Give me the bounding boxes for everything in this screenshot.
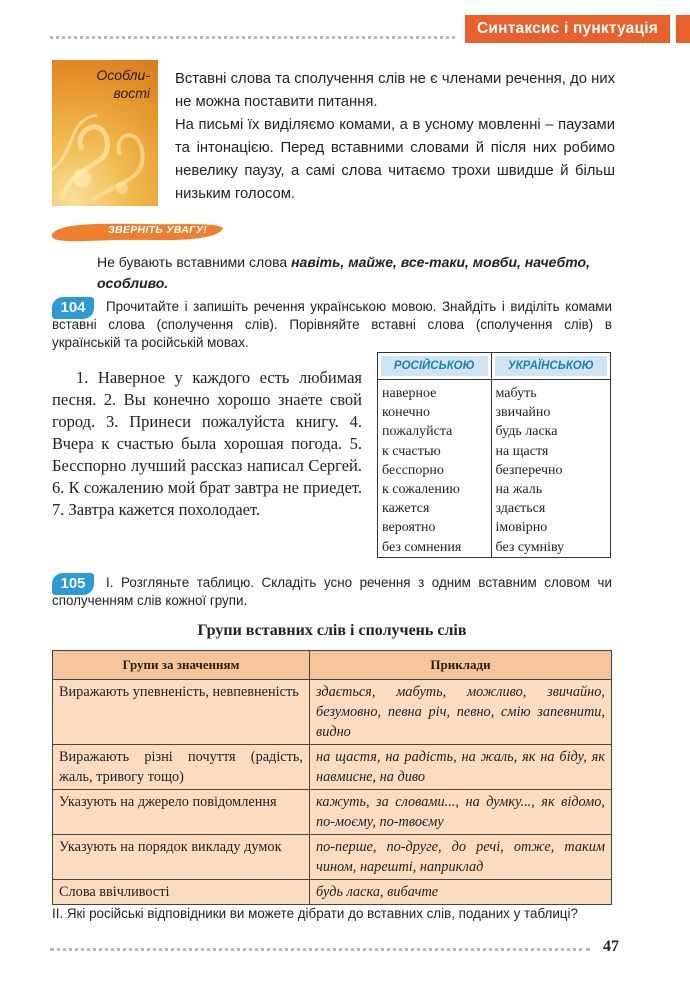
- examples-cell: на щастя, на радість, на жаль, як на біду, як навмисне, на диво: [310, 745, 612, 790]
- features-paragraph-1: Вставні слова та сполучення слів не є членами речення, до них не можна поставити питання.: [175, 71, 615, 110]
- uk-word: звичайно: [495, 405, 551, 421]
- group-cell: Указують на джерело повідомлення: [53, 790, 310, 835]
- group-cell: Виражають різні почуття (радість, жаль, тривогу тощо): [53, 745, 310, 790]
- examples-cell: по-перше, по-друге, до речі, отже, таким чином, нарешті, наприклад: [310, 835, 612, 880]
- exercise-105-instructions: I. Розгляньте таблицю. Складіть усно речення з одним вставним словом чи сполученням слів кожної групи.: [52, 575, 612, 608]
- table-row: [53, 880, 612, 905]
- translation-table: [377, 352, 611, 558]
- examples-cell: здається, мабуть, можливо, звичайно, безумовно, певна річ, певно, смію запевнити, видно: [310, 680, 612, 745]
- page-number: 47: [603, 938, 619, 955]
- groups-table-title: Групи вставних слів і сполучень слів: [197, 622, 467, 639]
- attention-banner: [50, 220, 225, 244]
- group-cell: Виражають упевненість, невпевненість: [53, 680, 310, 745]
- header-dotted-rule: [50, 36, 455, 39]
- features-paragraph-2: На письмі їх виділяємо комами, а в усному мовленні – паузами та інтонацією. Перед вставними словами й після них робимо невелику паузу, а самі слова читаємо трохи швидше й більш низьким голосом.: [175, 117, 615, 202]
- exercise-104-badge: 104: [52, 297, 94, 319]
- examples-cell: кажуть, за словами..., на думку..., як відомо, по-моєму, по-твоєму: [310, 790, 612, 835]
- ru-word: бесспорно: [382, 462, 444, 478]
- groups-table: [52, 650, 612, 905]
- features-decorative-box: [52, 60, 158, 206]
- russian-words-column: [378, 380, 492, 558]
- ru-word: пожалуйста: [382, 424, 453, 440]
- ru-word: к сожалению: [382, 482, 460, 498]
- russian-sentences-text: 1. Наверное у каждого есть любимая песня. 2. Вы конечно хорошо знаете свой город. 3. Принеси пожалуйста книгу. 4. Вчера к счастью была хорошая погода. 5. Бесспорно лучший рассказ написал Сергей. 6. К сожалению мой брат завтра не приедет. 7. Завтра кажется похолодает.: [52, 368, 362, 519]
- col-group-header: Групи за значенням: [53, 651, 310, 680]
- uk-word: безперечно: [495, 462, 563, 478]
- group-cell: Слова ввічливості: [53, 880, 310, 905]
- section-title: Синтаксис і пунктуація: [465, 15, 670, 43]
- uk-word: на жаль: [495, 482, 543, 498]
- attention-text-prefix: Не бувають вставними слова: [97, 254, 292, 270]
- uk-word: без сумніву: [495, 539, 565, 555]
- ru-word: к счастью: [382, 443, 441, 459]
- features-label-line2: вості: [113, 85, 150, 101]
- features-label: [96, 66, 150, 102]
- attention-banner-label: ЗВЕРНІТЬ УВАГУ!: [108, 224, 208, 236]
- uk-word: мабуть: [495, 386, 537, 401]
- attention-words: навіть, майже, все-таки, мовби, начебто, особливо.: [97, 254, 590, 291]
- examples-cell: будь ласка, вибачте: [310, 880, 612, 905]
- attention-text: [97, 252, 617, 294]
- col-ukrainian-header: УКРАЇНСЬКОЮ: [491, 353, 610, 380]
- features-label-line1: Особли-: [96, 67, 150, 83]
- footer-dotted-rule: [50, 948, 590, 951]
- table-row: [53, 745, 612, 790]
- table-row: [53, 835, 612, 880]
- table-row: [53, 680, 612, 745]
- ru-word: без сомнения: [382, 539, 462, 555]
- uk-word: на щастя: [495, 443, 549, 459]
- col-examples-header: Приклади: [310, 651, 612, 680]
- ru-word: наверное: [382, 386, 437, 401]
- header-tab-stub: [676, 15, 690, 43]
- exercise-104-instructions: Прочитайте і запишіть речення українською мовою. Знайдіть і виділіть комами вставні слова (сполучення слів). Порівняйте вставні слова (сполучення слів) в українській та російській мовах.: [52, 299, 612, 350]
- exercise-104-sentences: [52, 367, 362, 521]
- uk-word: імовірно: [495, 520, 548, 536]
- group-cell: Указують на порядок викладу думок: [53, 835, 310, 880]
- features-text: [175, 68, 615, 206]
- ru-word: вероятно: [382, 520, 436, 536]
- exercise-105-badge: 105: [52, 573, 94, 595]
- table-row: [53, 790, 612, 835]
- col-russian-header: РОСІЙСЬКОЮ: [378, 353, 492, 380]
- ukrainian-words-column: [491, 380, 610, 558]
- exercise-105-question-2: II. Які російські відповідники ви можете дібрати до вставних слів, поданих у таблиці?: [52, 906, 578, 921]
- ru-word: кажется: [382, 501, 430, 517]
- uk-word: здається: [495, 501, 546, 517]
- uk-word: будь ласка: [495, 424, 558, 440]
- ru-word: конечно: [382, 405, 430, 421]
